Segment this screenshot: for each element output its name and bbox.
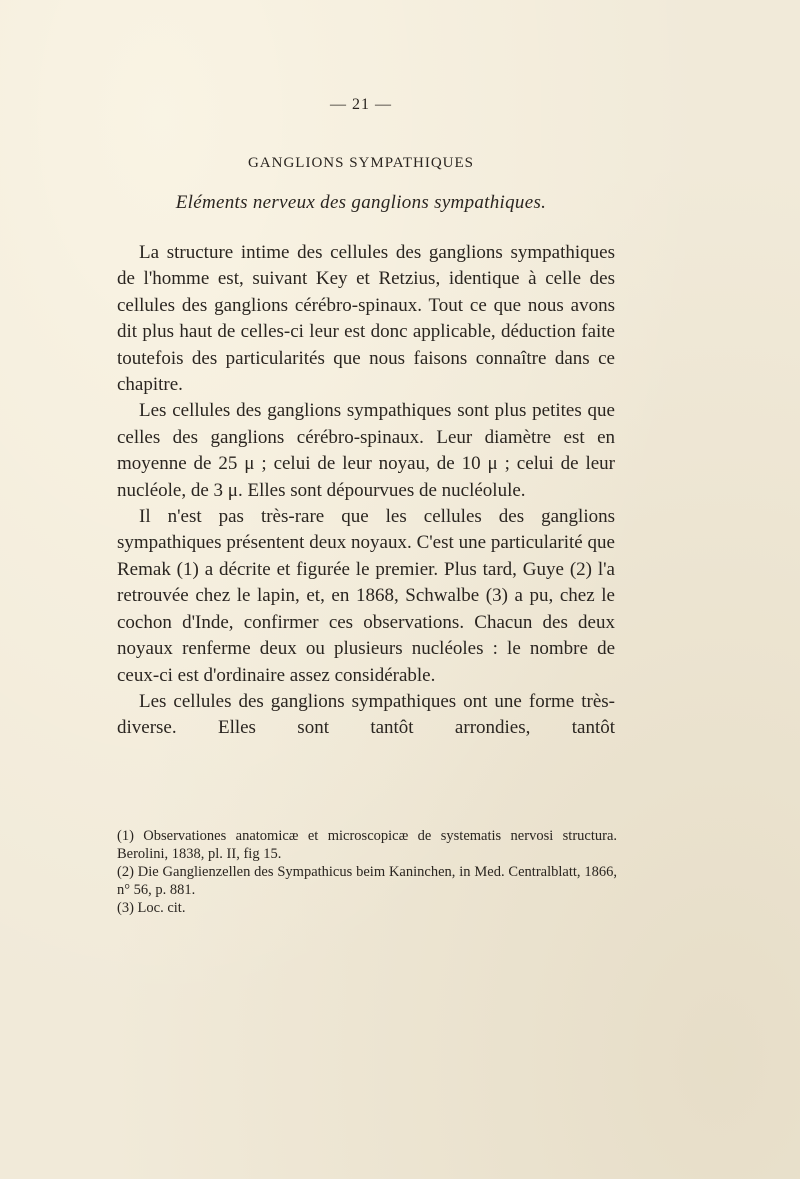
paragraph: La structure intime des cellules des ganglions sympathiques de l'homme est, suivant Key et Retzius, identique à celle des cellules des ganglions cérébro-spinaux. Tout ce que nous avons dit plus haut de celles-ci leur est donc applicable, déduction faite toutefois des particularités que nous faisons connaître dans ce chapitre.	[117, 242, 615, 396]
footnotes	[117, 827, 617, 917]
footnote: (3) Loc. cit.	[117, 900, 186, 916]
body-text	[117, 240, 615, 742]
page-number: — 21 —	[330, 96, 392, 113]
paragraph: Il n'est pas très-rare que les cellules des ganglions sympathiques présentent deux noyaux. C'est une particularité que Remak (1) a décrite et figurée le premier. Plus tard, Guye (2) l'a retrouvée chez le lapin, et, en 1868, Schwalbe (3) a pu, chez le cochon d'Inde, confirmer ces observations. Chacun des deux noyaux renferme deux ou plusieurs nucléoles : le nombre de ceux-ci est d'ordinaire assez considérable.	[117, 506, 615, 686]
paragraph: Les cellules des ganglions sympathiques ont une forme très-diverse. Elles sont tantôt arrondies, tantôt	[117, 690, 615, 739]
subheading: Eléments nerveux des ganglions sympathiques.	[175, 192, 547, 213]
section-heading: GANGLIONS SYMPATHIQUES	[247, 155, 475, 171]
footnote: (2) Die Ganglienzellen des Sympathicus beim Kaninchen, in Med. Centralblatt, 1866, n° 56, p. 881.	[117, 864, 617, 898]
paragraph: Les cellules des ganglions sympathiques sont plus petites que celles des ganglions cérébro-spinaux. Leur diamètre est en moyenne de 25 μ ; celui de leur noyau, de 10 μ ; celui de leur nucléole, de 3 μ. Elles sont dépourvues de nucléolule.	[117, 400, 615, 501]
footnote: (1) Observationes anatomicæ et microscopicæ de systematis nervosi structura. Berolini, 1838, pl. II, fig 15.	[117, 828, 617, 862]
